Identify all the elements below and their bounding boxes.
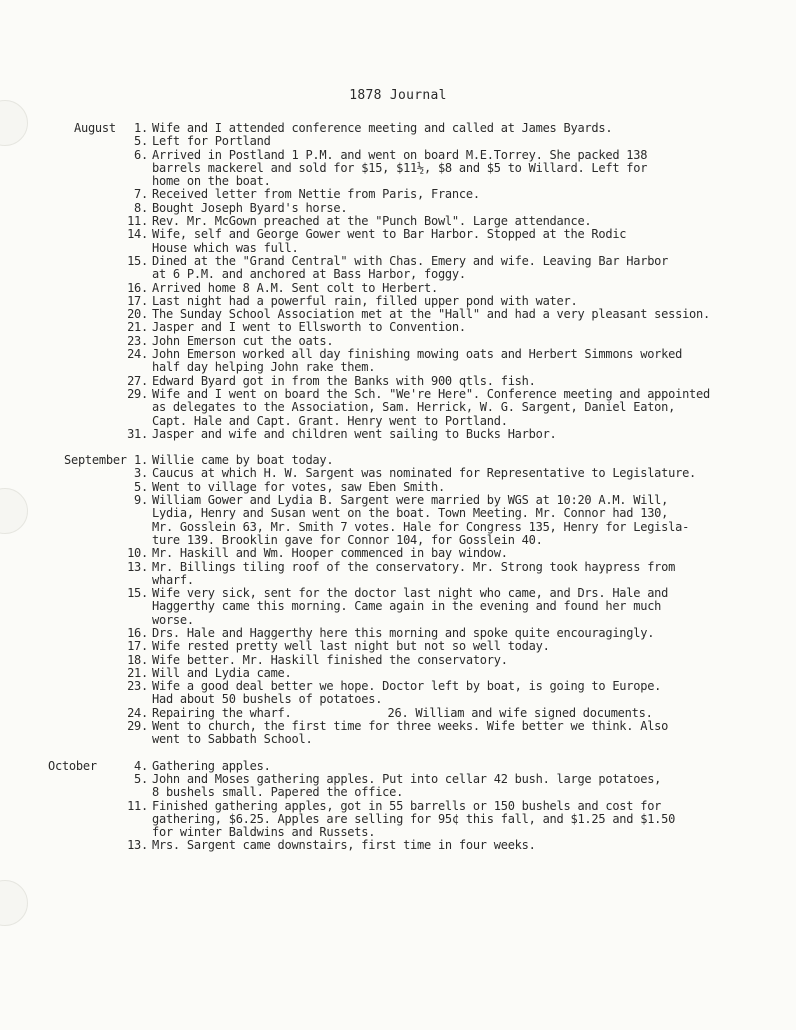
- entry-gutter: [0, 321, 148, 334]
- journal-entry: [0, 388, 796, 428]
- entry-text: [148, 308, 752, 321]
- entry-line: John and Moses gathering apples. Put into cellar 42 bush. large potatoes,: [152, 771, 662, 786]
- entry-text: [148, 122, 752, 135]
- journal-entry: [0, 454, 796, 467]
- entry-text: [148, 428, 752, 441]
- entry-day: 5.: [134, 771, 148, 786]
- entry-text: [148, 388, 752, 428]
- entry-gutter: [0, 282, 148, 295]
- entry-day: 27.: [127, 373, 148, 388]
- entry-day: 18.: [127, 652, 148, 667]
- entry-day: 14.: [127, 227, 148, 242]
- entry-text: [148, 587, 752, 627]
- entry-text: [148, 680, 752, 707]
- entry-day: 16.: [127, 625, 148, 640]
- entry-line: 8 bushels small. Papered the office.: [152, 785, 404, 800]
- entry-gutter: [0, 587, 148, 600]
- journal-entry: [0, 587, 796, 627]
- entry-line: Wife and I went on board the Sch. "We're Here". Conference meeting and appointed: [152, 386, 710, 401]
- entry-gutter: [0, 295, 148, 308]
- entry-line: Last night had a powerful rain, filled upper pond with water.: [152, 293, 578, 308]
- journal-entry: [0, 428, 796, 441]
- entry-line: half day helping John rake them.: [152, 360, 376, 375]
- entry-line: Jasper and I went to Ellsworth to Convention.: [152, 320, 466, 335]
- entry-text: [148, 295, 752, 308]
- month-label: September: [64, 453, 127, 468]
- journal-entry: [0, 773, 796, 800]
- entry-gutter: [0, 667, 148, 680]
- entry-text: [148, 547, 752, 560]
- journal-entry: [0, 467, 796, 480]
- journal-entry: [0, 627, 796, 640]
- journal-entry: [0, 135, 796, 148]
- punch-hole-mark: [0, 880, 28, 926]
- entry-line: Bought Joseph Byard's horse.: [152, 200, 348, 215]
- entry-line: The Sunday School Association met at the "Hall" and had a very pleasant session.: [152, 307, 710, 322]
- entry-line: gathering, $6.25. Apples are selling for 95¢ this fall, and $1.25 and $1.50: [152, 811, 676, 826]
- journal-entry: [0, 839, 796, 852]
- entry-day: 10.: [127, 546, 148, 561]
- entry-line: John Emerson worked all day finishing mowing oats and Herbert Simmons worked: [152, 347, 683, 362]
- entry-gutter: [0, 494, 148, 507]
- entry-gutter: [0, 149, 148, 162]
- entry-day: 23.: [127, 333, 148, 348]
- journal-entry: [0, 215, 796, 228]
- entry-line: Haggerthy came this morning. Came again in the evening and found her much: [152, 599, 662, 614]
- entry-line: Arrived in Postland 1 P.M. and went on board M.E.Torrey. She packed 138: [152, 147, 648, 162]
- entry-line: Went to village for votes, saw Eben Smith.: [152, 479, 445, 494]
- entry-line: ture 139. Brooklin gave for Connor 104, for Gosslein 40.: [152, 532, 543, 547]
- entry-gutter: [0, 375, 148, 388]
- entry-day: 11.: [127, 214, 148, 229]
- entry-day: 1.: [134, 121, 148, 135]
- entry-line: Had about 50 bushels of potatoes.: [152, 692, 383, 707]
- journal-entry: [0, 202, 796, 215]
- entry-text: [148, 321, 752, 334]
- journal-entry: [0, 228, 796, 255]
- entry-line: Mr. Gosslein 63, Mr. Smith 7 votes. Hale for Congress 135, Henry for Legisla-: [152, 519, 690, 534]
- entry-line: Edward Byard got in from the Banks with 900 qtls. fish.: [152, 373, 536, 388]
- entry-day: 4.: [134, 758, 148, 773]
- journal-entry: [0, 335, 796, 348]
- entry-text: [148, 839, 752, 852]
- entry-line: Left for Portland: [152, 134, 271, 149]
- entry-text: [148, 627, 752, 640]
- entry-text: [148, 481, 752, 494]
- entry-gutter: [0, 202, 148, 215]
- entry-gutter: [0, 428, 148, 441]
- journal-entry: [0, 680, 796, 707]
- entry-line: Arrived home 8 A.M. Sent colt to Herbert.: [152, 280, 438, 295]
- entry-gutter: [0, 773, 148, 786]
- entry-line: as delegates to the Association, Sam. Herrick, W. G. Sargent, Daniel Eaton,: [152, 400, 676, 415]
- journal-entry: [0, 720, 796, 747]
- entry-gutter: [0, 215, 148, 228]
- month-section: [0, 760, 796, 853]
- entry-gutter: [0, 122, 148, 135]
- entry-text: [148, 348, 752, 375]
- journal-entry: [0, 321, 796, 334]
- entry-line: Mr. Billings tiling roof of the conservatory. Mr. Strong took haypress from: [152, 559, 676, 574]
- journal-entry: [0, 561, 796, 588]
- entry-gutter: [0, 228, 148, 241]
- entry-gutter: [0, 627, 148, 640]
- entry-day: 29.: [127, 386, 148, 401]
- entry-line: Capt. Hale and Capt. Grant. Henry went to Portland.: [152, 413, 508, 428]
- entry-text: [148, 640, 752, 653]
- entry-text: [148, 707, 752, 720]
- entry-gutter: [0, 308, 148, 321]
- entry-line: Wife better. Mr. Haskill finished the conservatory.: [152, 652, 508, 667]
- journal-entry: [0, 481, 796, 494]
- entry-text: [148, 149, 752, 189]
- entry-line: Mr. Haskill and Wm. Hooper commenced in bay window.: [152, 546, 508, 561]
- entry-line: Went to church, the first time for three weeks. Wife better we think. Also: [152, 719, 669, 734]
- entry-text: [148, 202, 752, 215]
- entry-line: went to Sabbath School.: [152, 732, 313, 747]
- entry-day: 6.: [134, 147, 148, 162]
- entry-line: Caucus at which H. W. Sargent was nominated for Representative to Legislature.: [152, 466, 697, 481]
- entry-day: 16.: [127, 280, 148, 295]
- entry-day: 3.: [134, 466, 148, 481]
- entry-text: [148, 800, 752, 840]
- entry-text: [148, 667, 752, 680]
- entry-gutter: [0, 839, 148, 852]
- entry-line: House which was full.: [152, 240, 299, 255]
- entry-day: 13.: [127, 838, 148, 853]
- month-section: [0, 454, 796, 747]
- entry-day: 24.: [127, 705, 148, 720]
- entry-line: Wife and I attended conference meeting and called at James Byards.: [152, 121, 613, 135]
- entry-line-with-extra: [152, 707, 752, 720]
- entry-day: 1.: [134, 453, 148, 468]
- journal-entry: [0, 122, 796, 135]
- entry-day: 9.: [134, 493, 148, 508]
- entry-day: 8.: [134, 200, 148, 215]
- entry-line: William Gower and Lydia B. Sargent were married by WGS at 10:20 A.M. Will,: [152, 493, 669, 508]
- entry-line: barrels mackerel and sold for $15, $11½, $8 and $5 to Willard. Left for: [152, 160, 648, 175]
- entry-day: 17.: [127, 293, 148, 308]
- journal-entry: [0, 348, 796, 375]
- entry-gutter: [0, 640, 148, 653]
- entry-text: [148, 335, 752, 348]
- entry-text: [148, 188, 752, 201]
- journal-entry: [0, 494, 796, 547]
- journal-entry: [0, 760, 796, 773]
- entry-text: [148, 494, 752, 547]
- journal-entry: [0, 308, 796, 321]
- entry-line: Jasper and wife and children went sailing to Bucks Harbor.: [152, 426, 557, 441]
- entry-line: Willie came by boat today.: [152, 453, 334, 468]
- entry-day: 15.: [127, 586, 148, 601]
- entry-gutter: [0, 720, 148, 733]
- entry-day: 20.: [127, 307, 148, 322]
- journal-entry: [0, 547, 796, 560]
- entry-line: Repairing the wharf.: [152, 705, 292, 720]
- journal-entry: [0, 375, 796, 388]
- month-section: [0, 122, 796, 441]
- entry-extra-text: William and wife signed documents.: [408, 705, 653, 720]
- journal-entry: [0, 654, 796, 667]
- entry-line: Finished gathering apples, got in 55 barrells or 150 bushels and cost for: [152, 798, 662, 813]
- entry-line: worse.: [152, 612, 194, 627]
- entry-day: 13.: [127, 559, 148, 574]
- month-label: August: [74, 121, 116, 135]
- journal-entry: [0, 255, 796, 282]
- entry-day: 23.: [127, 679, 148, 694]
- entry-line: Lydia, Henry and Susan went on the boat. Town Meeting. Mr. Connor had 130,: [152, 506, 669, 521]
- entry-text: [148, 215, 752, 228]
- entry-text: [148, 375, 752, 388]
- entry-line: Mrs. Sargent came downstairs, first time in four weeks.: [152, 838, 536, 853]
- entry-line: Rev. Mr. McGown preached at the "Punch Bowl". Large attendance.: [152, 214, 592, 229]
- entry-text: [148, 773, 752, 800]
- entry-gutter: [0, 547, 148, 560]
- entry-text: [148, 561, 752, 588]
- entry-day: 31.: [127, 426, 148, 441]
- month-label: October: [48, 758, 97, 773]
- entry-day: 7.: [134, 187, 148, 202]
- entry-gutter: [0, 135, 148, 148]
- page-title: 1878 Journal: [349, 88, 447, 103]
- entry-line: home on the boat.: [152, 174, 271, 189]
- journal-entry: [0, 800, 796, 840]
- entry-gutter: [0, 680, 148, 693]
- entry-day: 21.: [127, 320, 148, 335]
- entry-line: John Emerson cut the oats.: [152, 333, 334, 348]
- entry-text: [148, 654, 752, 667]
- entry-day: 17.: [127, 639, 148, 654]
- entry-line: Received letter from Nettie from Paris, France.: [152, 187, 480, 202]
- journal-entry: [0, 295, 796, 308]
- entry-line: Wife, self and George Gower went to Bar Harbor. Stopped at the Rodic: [152, 227, 627, 242]
- entry-gutter: [0, 335, 148, 348]
- entry-gutter: [0, 760, 148, 773]
- entry-day: 24.: [127, 347, 148, 362]
- entry-gutter: [0, 454, 148, 467]
- entry-gutter: [0, 707, 148, 720]
- entry-gutter: [0, 348, 148, 361]
- entry-gutter: [0, 188, 148, 201]
- journal-entry: [0, 707, 796, 720]
- entry-line: Will and Lydia came.: [152, 665, 292, 680]
- entry-text: [148, 255, 752, 282]
- entry-line: Wife rested pretty well last night but not so well today.: [152, 639, 550, 654]
- entry-line: Wife a good deal better we hope. Doctor left by boat, is going to Europe.: [152, 679, 662, 694]
- entry-day: 29.: [127, 719, 148, 734]
- entry-line: for winter Baldwins and Russets.: [152, 825, 376, 840]
- entry-text: [148, 760, 752, 773]
- entry-text: [148, 228, 752, 255]
- entry-day: 15.: [127, 253, 148, 268]
- journal-entry: [0, 282, 796, 295]
- entry-text: [148, 135, 752, 148]
- entry-day: 11.: [127, 798, 148, 813]
- entry-gutter: [0, 255, 148, 268]
- entry-line: Drs. Hale and Haggerthy here this morning and spoke quite encouragingly.: [152, 625, 655, 640]
- journal-entry: [0, 188, 796, 201]
- entry-text: [148, 282, 752, 295]
- journal-body: [0, 122, 796, 865]
- entry-line: at 6 P.M. and anchored at Bass Harbor, foggy.: [152, 267, 466, 282]
- entry-gutter: [0, 388, 148, 401]
- entry-day: 5.: [134, 134, 148, 149]
- entry-gutter: [0, 800, 148, 813]
- entry-gutter: [0, 561, 148, 574]
- entry-line: Wife very sick, sent for the doctor last night who came, and Drs. Hale and: [152, 586, 669, 601]
- entry-line: Dined at the "Grand Central" with Chas. Emery and wife. Leaving Bar Harbor: [152, 253, 669, 268]
- entry-line: wharf.: [152, 572, 194, 587]
- entry-gutter: [0, 467, 148, 480]
- entry-text: [148, 467, 752, 480]
- entry-day: 21.: [127, 665, 148, 680]
- journal-entry: [0, 667, 796, 680]
- entry-day: 5.: [134, 479, 148, 494]
- journal-entry: [0, 149, 796, 189]
- entry-day: 26.: [387, 705, 409, 720]
- entry-text: [148, 454, 752, 467]
- journal-entry: [0, 640, 796, 653]
- entry-gutter: [0, 481, 148, 494]
- entry-gutter: [0, 654, 148, 667]
- entry-line: Gathering apples.: [152, 758, 271, 773]
- entry-text: [148, 720, 752, 747]
